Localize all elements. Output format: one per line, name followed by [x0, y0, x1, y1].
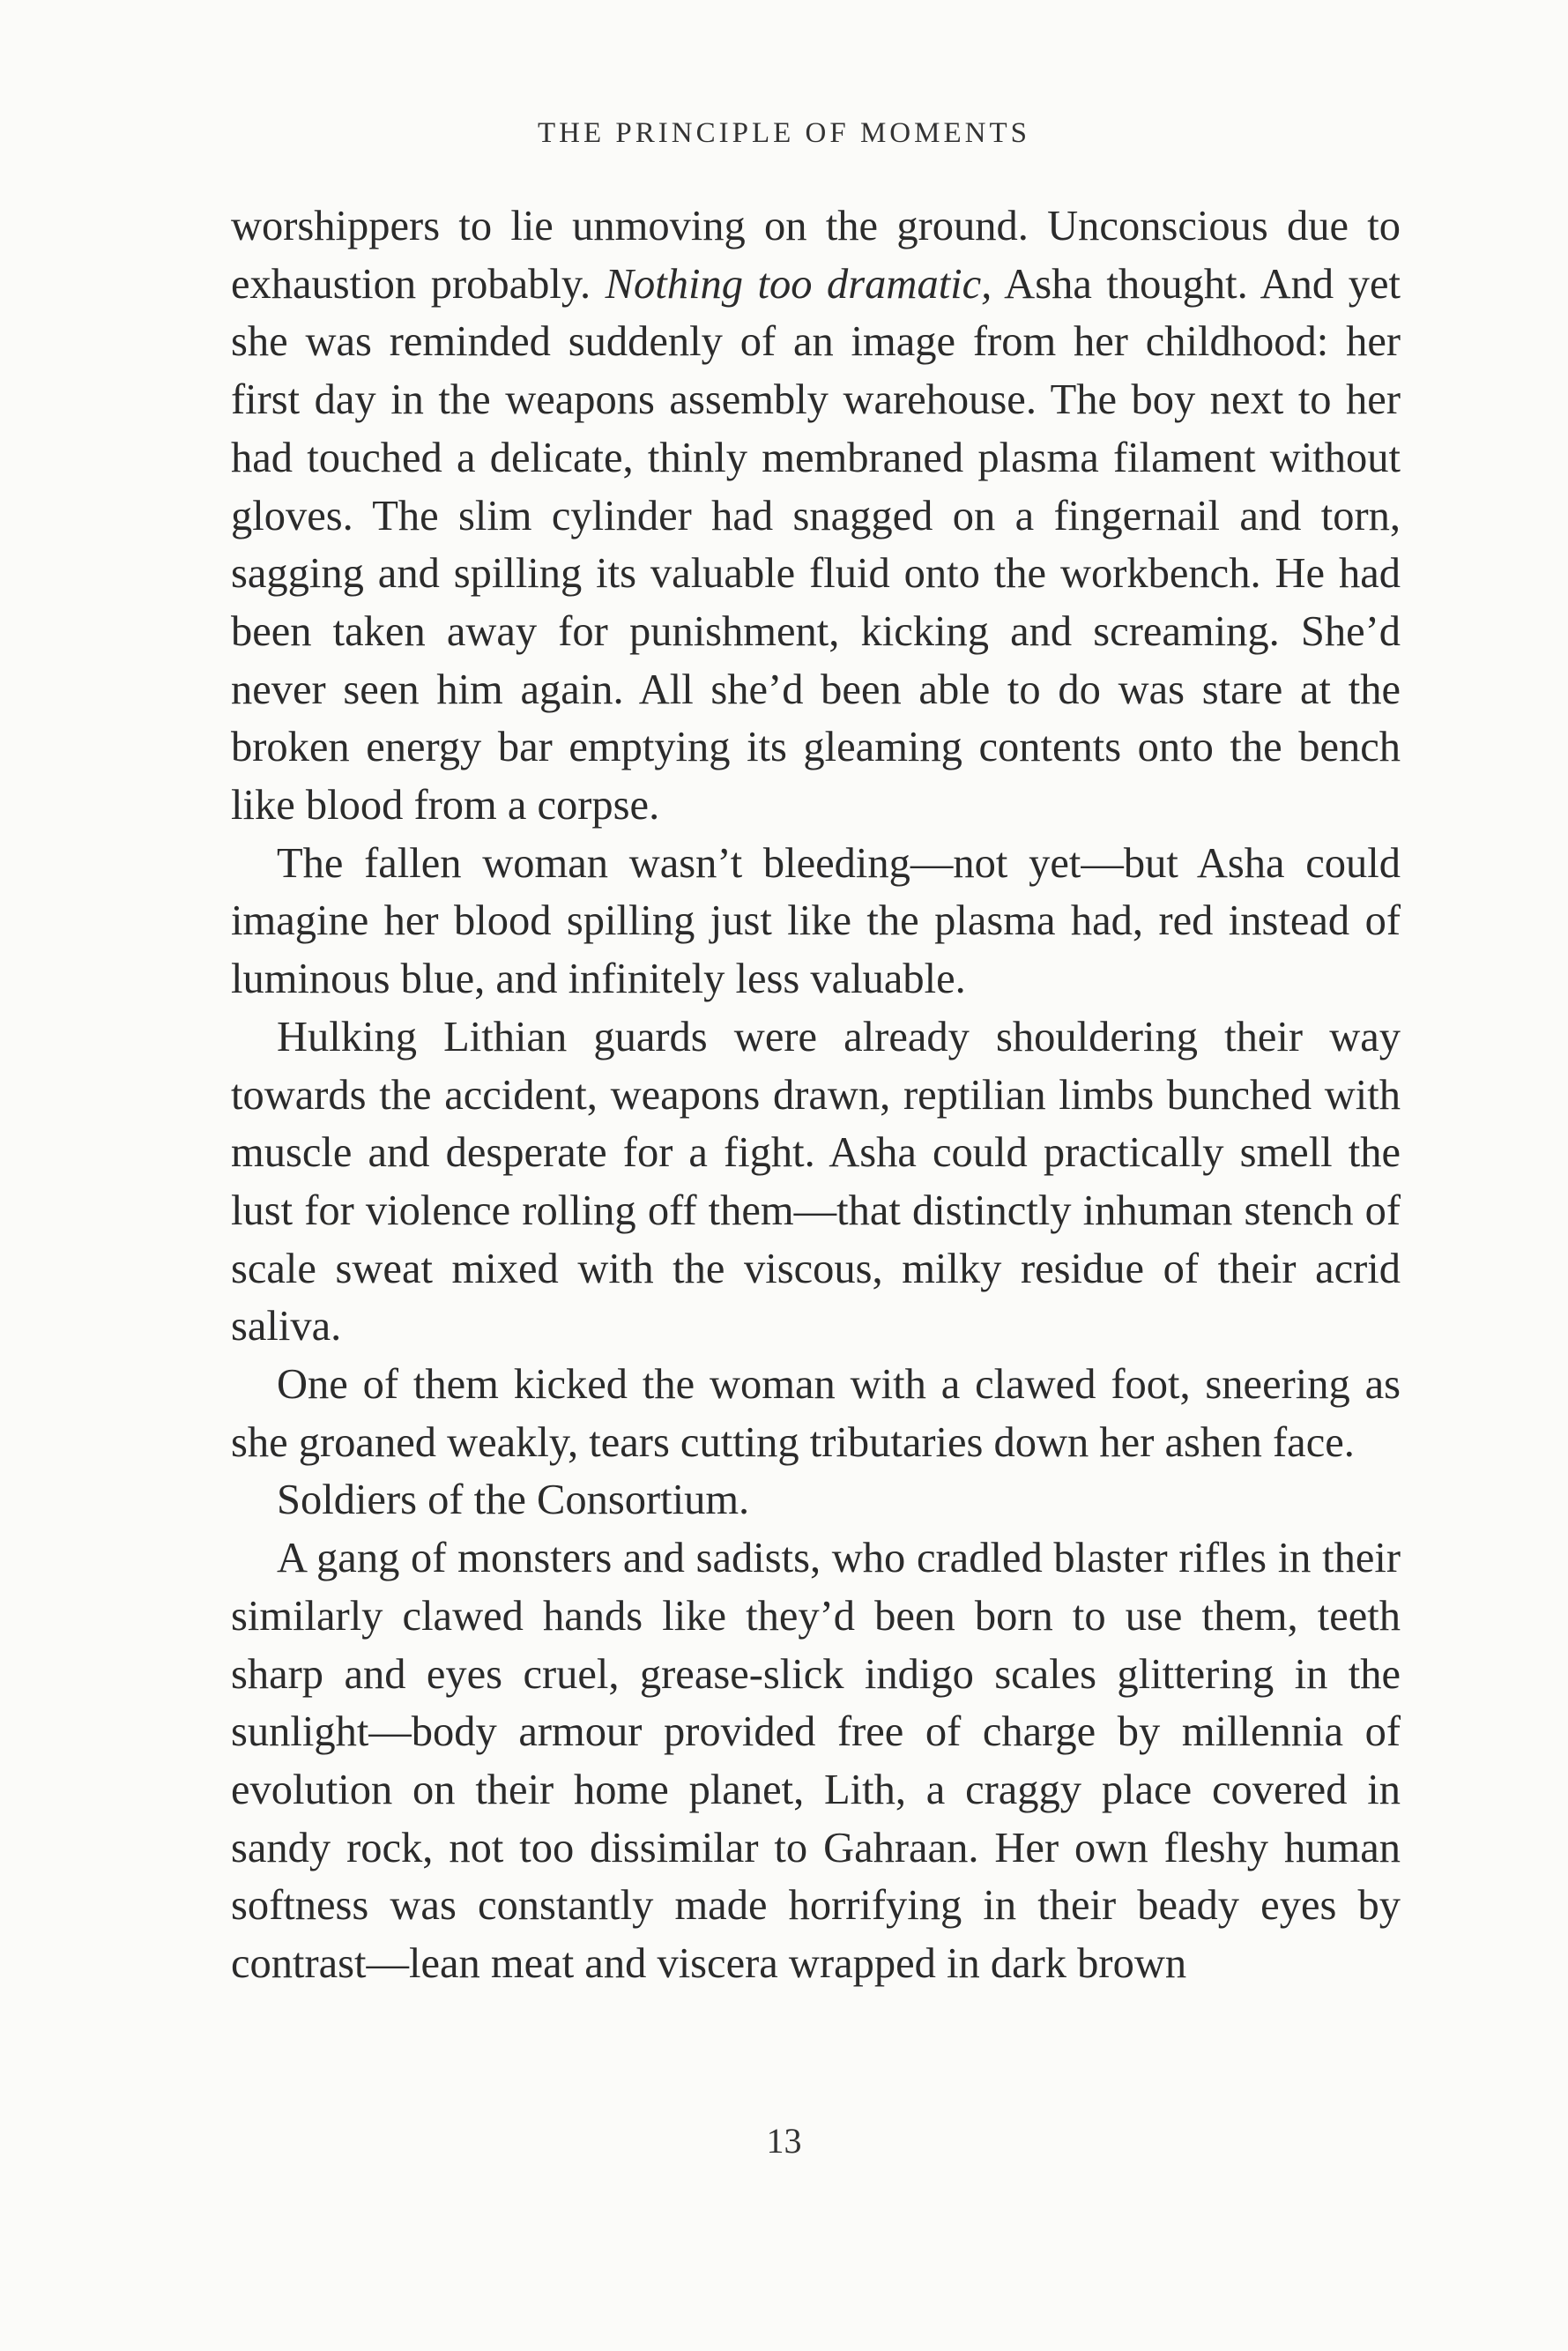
paragraph-5: Soldiers of the Consortium. [277, 1477, 750, 1524]
paragraph-2: The fallen woman wasn’t bleeding—not yet—but Asha could imagine her blood spilling just like the plasma had, red instead of luminous blue, and infinitely less valuable. [231, 839, 1401, 1003]
paragraph-6: A gang of monsters and sadists, who cradled blaster rifles in their similarly clawed hands like they’d been born to use them, teeth sharp and eyes cruel, grease-slick indigo scales glittering in the sunlight—body armour provided free of charge by millennia of evolution on their home planet, Lith, a craggy place covered in sandy rock, not too dissimilar to Gahraan. Her own fleshy human softness was constantly made horrifying in their beady eyes by contrast—lean meat and viscera wrapped in dark brown [231, 1535, 1401, 1988]
page-number: 13 [766, 2121, 802, 2161]
paragraph-1-text-a: worshippers to lie unmoving on the ground. Unconscious due to exhaustion probably. [231, 203, 1401, 308]
paragraph-1 [231, 197, 1401, 835]
paragraph-1-italic-thought: Nothing too dramatic, [605, 260, 992, 308]
paragraph-1-text-b: Asha thought. And yet she was reminded suddenly of an image from her childhood: her first day in the weapons assembly warehouse. The boy next to her had touched a delicate, thinly membraned plasma filament without gloves. The slim cylinder had snagged on a fingernail and torn, sagging and spilling its valuable fluid onto the workbench. He had been taken away for punishment, kicking and screaming. She’d never seen him again. All she’d been able to do was stare at the broken energy bar emptying its gleaming contents onto the bench like blood from a corpse. [231, 260, 1401, 830]
paragraph-4: One of them kicked the woman with a clawed foot, sneering as she groaned weakly, tears cutting tributaries down her ashen face. [231, 1361, 1401, 1466]
paragraph-3: Hulking Lithian guards were already shouldering their way towards the accident, weapons drawn, reptilian limbs bunched with muscle and desperate for a fight. Asha could practically smell the lust for violence rolling off them—that distinctly inhuman stench of scale sweat mixed with the viscous, milky residue of their acrid saliva. [231, 1013, 1401, 1350]
body-text [231, 197, 1401, 1993]
running-head: THE PRINCIPLE OF MOMENTS [538, 117, 1030, 149]
